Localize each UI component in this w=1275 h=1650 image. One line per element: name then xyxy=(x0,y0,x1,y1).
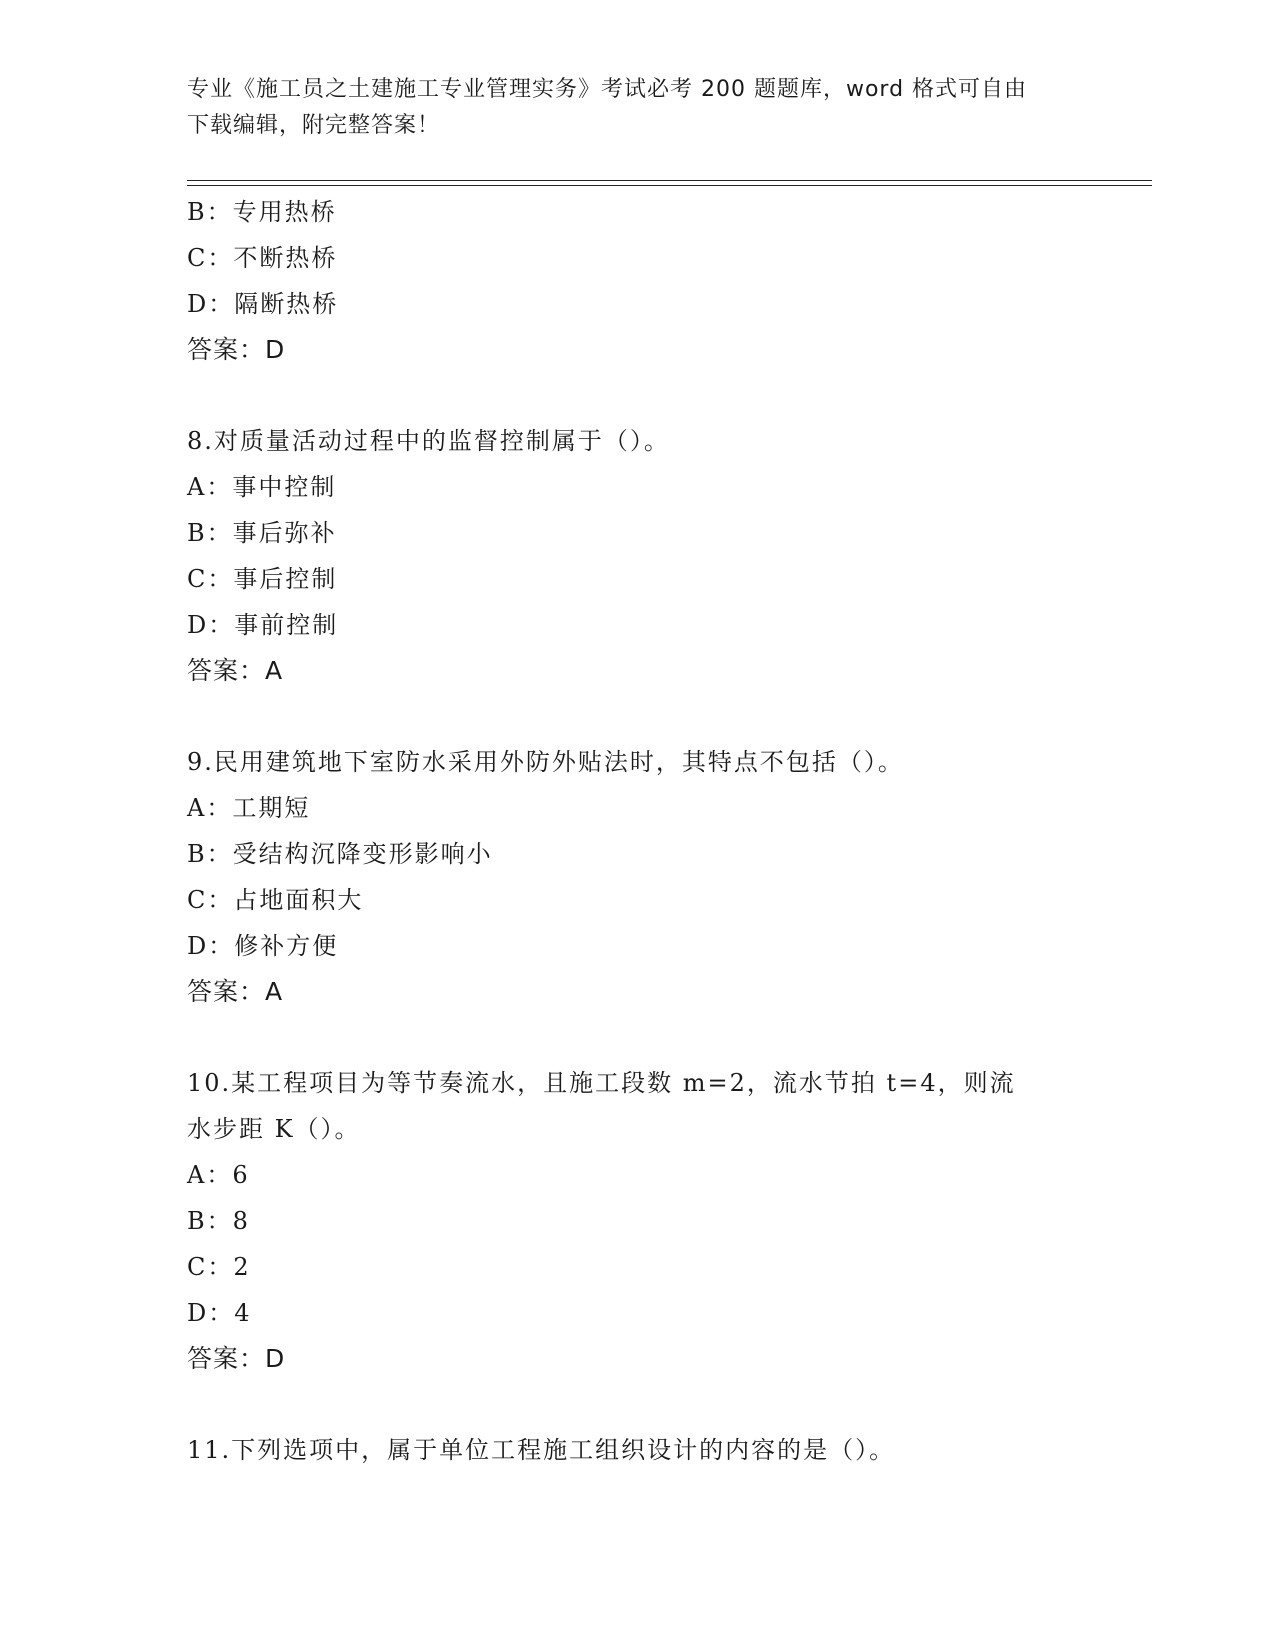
answer: 答案：D xyxy=(187,1344,286,1373)
question-stem-line1: 10.某工程项目为等节奏流水，且施工段数 m=2，流水节拍 t=4，则流 xyxy=(187,1069,1016,1097)
answer: 答案：A xyxy=(187,977,284,1006)
option-d: D：事前控制 xyxy=(187,611,339,639)
question-stem: 11.下列选项中，属于单位工程施工组织设计的内容的是（）。 xyxy=(187,1436,896,1464)
option-c: C：2 xyxy=(187,1253,251,1281)
question-9 xyxy=(187,739,1087,1015)
option-b: B：事后弥补 xyxy=(187,519,337,547)
header-divider-bottom xyxy=(187,185,1152,186)
option-b: B：专用热桥 xyxy=(187,198,337,226)
option-a: A：6 xyxy=(187,1161,250,1189)
question-7-continued xyxy=(187,189,1087,373)
question-stem: 9.民用建筑地下室防水采用外防外贴法时，其特点不包括（）。 xyxy=(187,748,904,776)
question-11 xyxy=(187,1427,1087,1473)
option-c: C：事后控制 xyxy=(187,565,338,593)
option-d: D：修补方便 xyxy=(187,932,339,960)
header-title-line2: 下载编辑，附完整答案！ xyxy=(187,113,441,138)
option-d: D：4 xyxy=(187,1299,252,1327)
answer: 答案：A xyxy=(187,656,284,685)
question-8 xyxy=(187,418,1087,694)
header-title-line1: 专业《施工员之土建施工专业管理实务》考试必考 200 题题库，word 格式可自由 xyxy=(187,77,1028,102)
answer: 答案：D xyxy=(187,335,286,364)
option-d: D：隔断热桥 xyxy=(187,290,339,318)
option-c: C：不断热桥 xyxy=(187,244,338,272)
document-header xyxy=(187,72,1067,144)
question-stem-line2: 水步距 K（）。 xyxy=(187,1115,361,1143)
option-b: B：受结构沉降变形影响小 xyxy=(187,840,493,868)
option-c: C：占地面积大 xyxy=(187,886,364,914)
question-stem: 8.对质量活动过程中的监督控制属于（）。 xyxy=(187,427,670,455)
question-list xyxy=(187,189,1087,1473)
option-a: A：事中控制 xyxy=(187,473,337,501)
option-b: B：8 xyxy=(187,1207,250,1235)
option-a: A：工期短 xyxy=(187,794,311,822)
question-10 xyxy=(187,1060,1087,1382)
header-divider-top xyxy=(187,180,1152,181)
